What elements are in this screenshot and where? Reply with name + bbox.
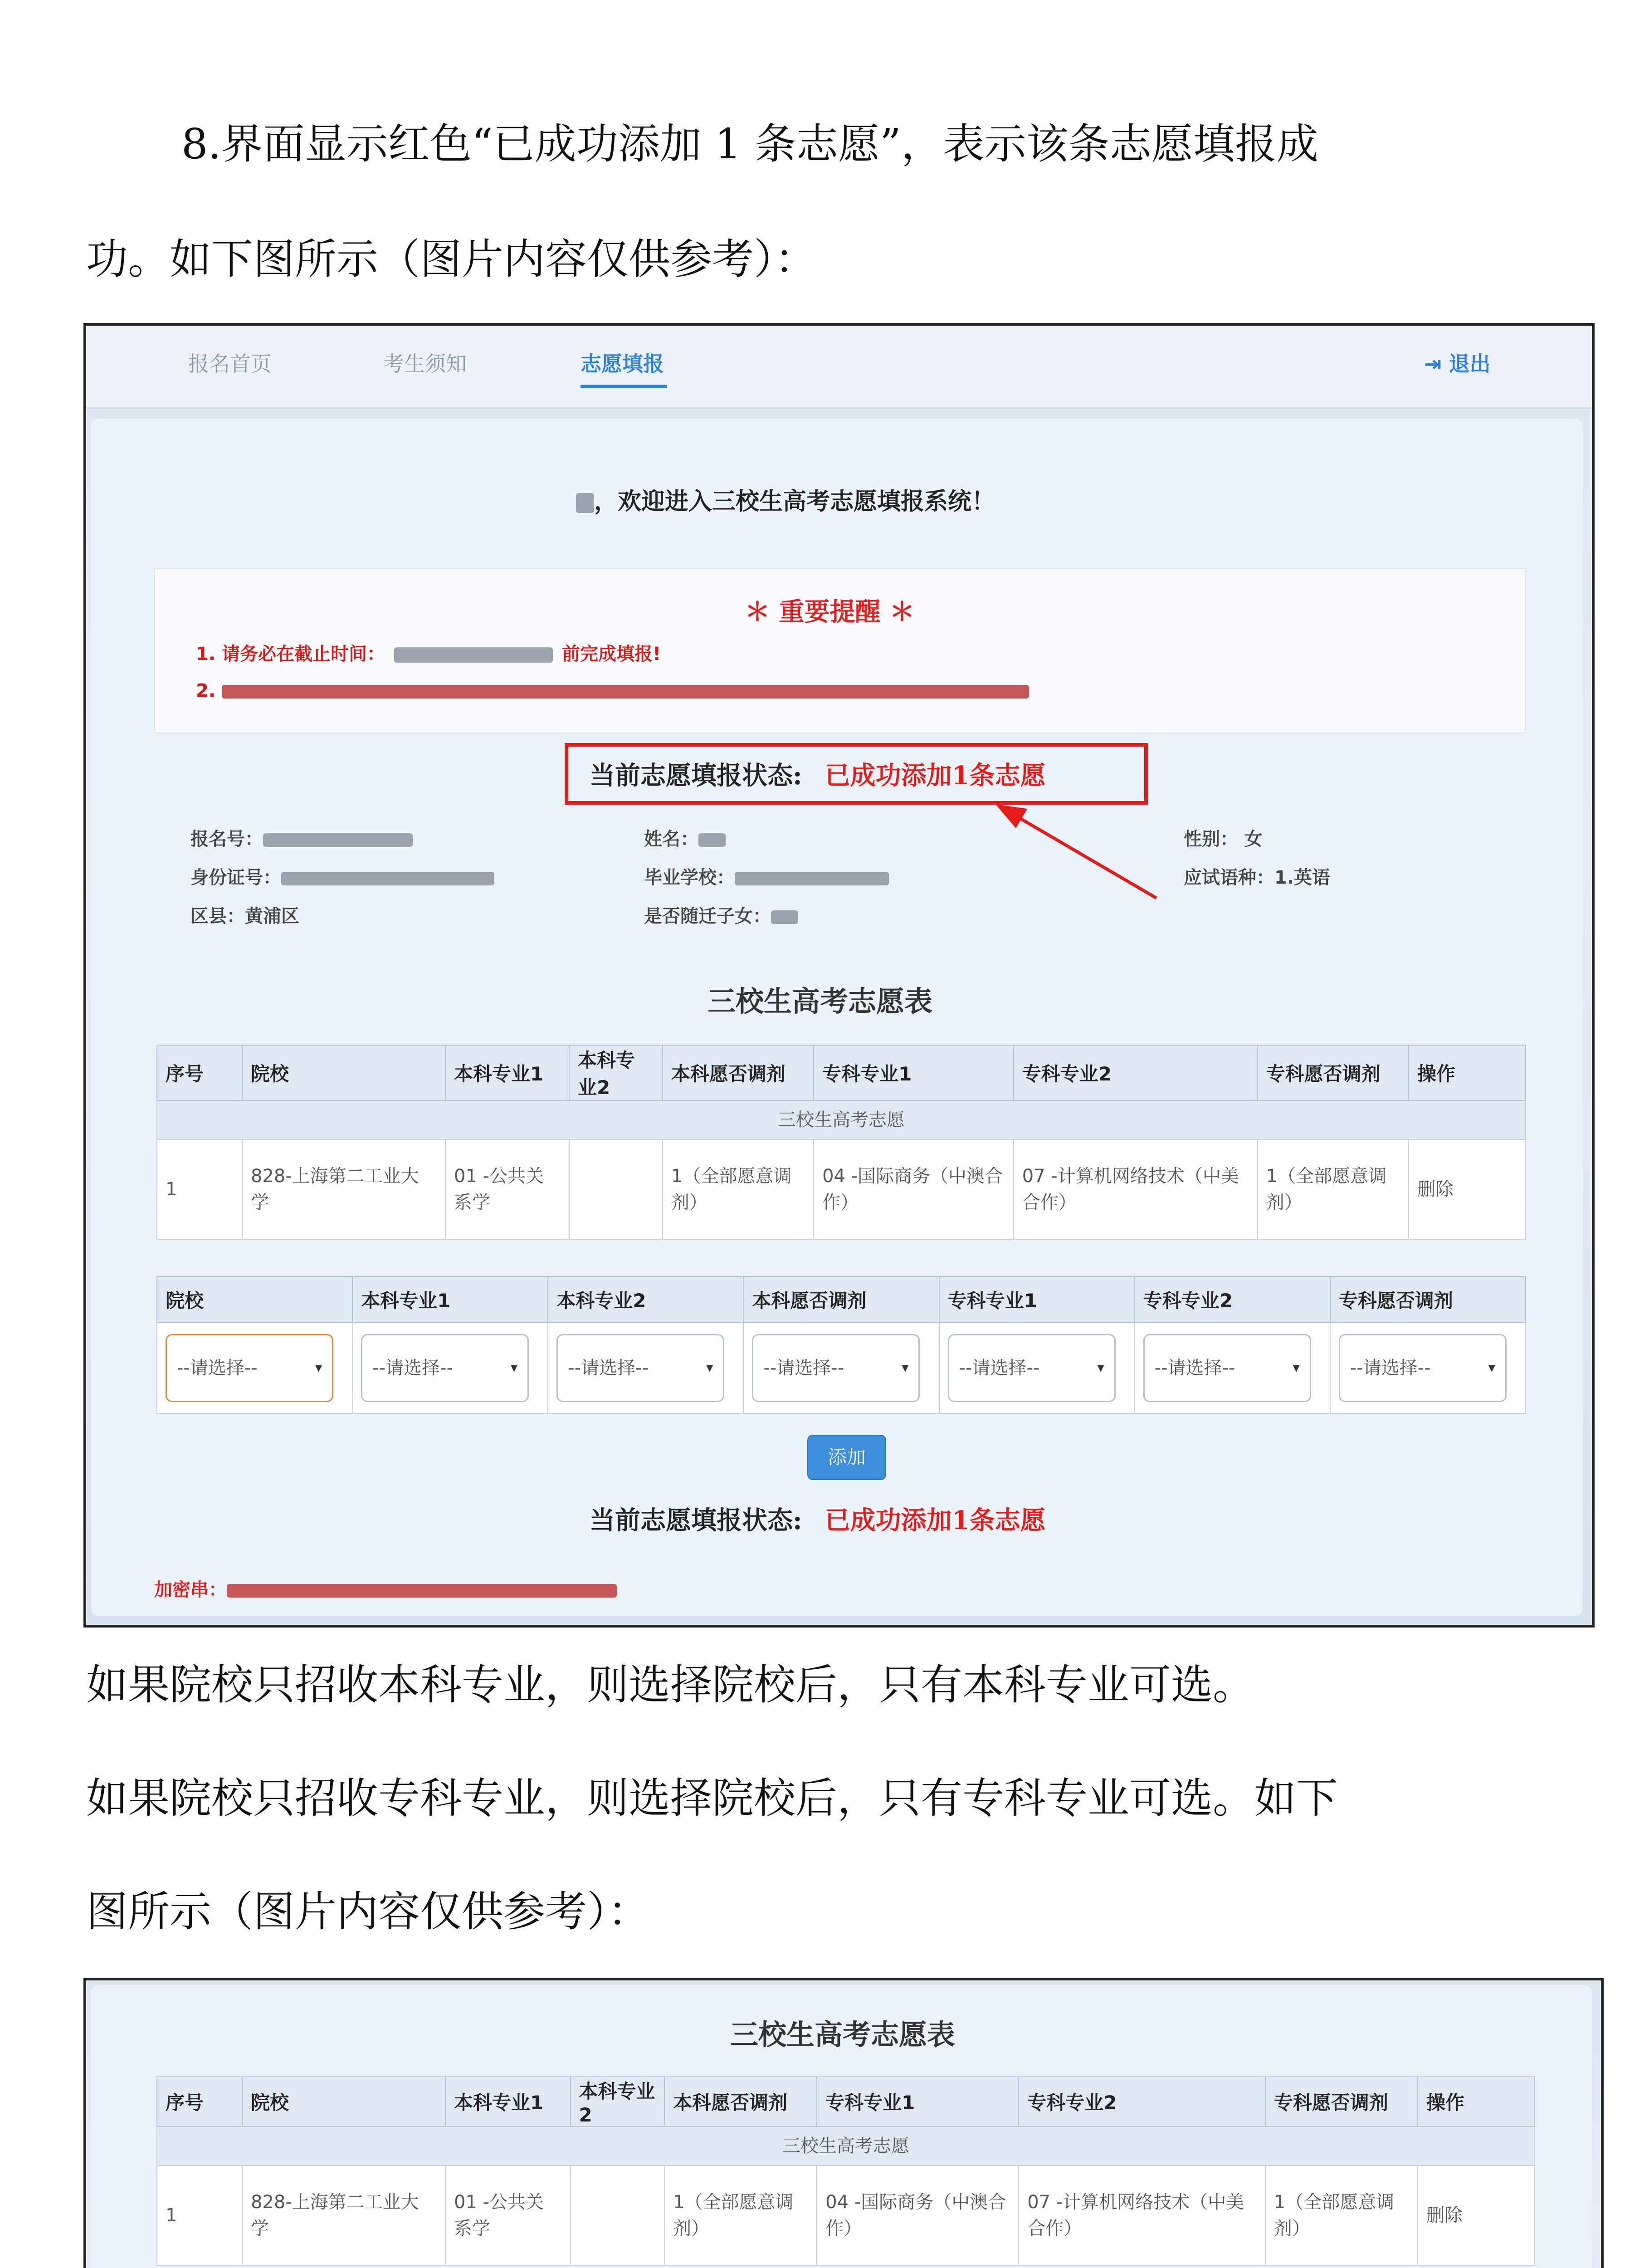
col-header: 本科专业1: [445, 2076, 571, 2126]
form-header: 院校: [157, 1276, 352, 1323]
screenshot-1: [83, 323, 1595, 1628]
table-title: 三校生高考志愿表: [707, 985, 933, 1018]
cell-zk-adjust: 1（全部愿意调剂）: [1265, 2165, 1418, 2265]
col-header: 专科专业2: [1019, 2076, 1265, 2126]
col-header: 操作: [1418, 2076, 1535, 2126]
add-button[interactable]: 添加: [807, 1435, 886, 1480]
logout-label: 退出: [1449, 352, 1491, 376]
notice-line-1: 1. 请务必在截止时间： 前完成填报!: [196, 644, 661, 665]
status-value: 已成功添加1条志愿: [824, 761, 1046, 791]
col-header: 专科专业2: [1014, 1045, 1258, 1100]
table-group-label: 三校生高考志愿: [157, 1100, 1526, 1139]
zk2-select[interactable]: --请选择-- ▾: [1143, 1334, 1311, 1402]
paragraph-line: 8.界面显示红色“已成功添加 1 条志愿”，表示该条志愿填报成: [181, 120, 1318, 168]
status-label: 当前志愿填报状态:: [590, 761, 802, 791]
status-value: 已成功添加1条志愿: [824, 1505, 1046, 1535]
form-header: 专科愿否调剂: [1330, 1276, 1526, 1323]
col-header: 本科愿否调剂: [664, 2076, 817, 2126]
table-group-label: 三校生高考志愿: [157, 2126, 1535, 2165]
cell-bk-adjust: 1（全部愿意调剂）: [664, 2165, 817, 2265]
chevron-down-icon: ▾: [511, 1360, 518, 1376]
cell-zk2: 07 -计算机网络技术（中美合作）: [1019, 2165, 1265, 2265]
logout-icon: ⇥: [1424, 352, 1449, 376]
cell-zk1: 04 -国际商务（中澳合作）: [814, 1139, 1014, 1239]
bk2-select[interactable]: --请选择-- ▾: [556, 1334, 724, 1402]
col-header: 本科专业2: [571, 2076, 665, 2126]
cell-bk-adjust: 1（全部愿意调剂）: [663, 1139, 814, 1239]
col-header: 专科专业1: [817, 2076, 1019, 2126]
notice-line-2: 2.: [196, 680, 1029, 701]
paragraph-line: 如果院校只招收专科专业，则选择院校后，只有专科专业可选。如下: [86, 1774, 1338, 1823]
gender-field: 性别： 女: [1184, 829, 1263, 850]
cell-zk-adjust: 1（全部愿意调剂）: [1258, 1139, 1409, 1239]
col-header: 操作: [1409, 1045, 1526, 1100]
cell-zk1: 04 -国际商务（中澳合作）: [817, 2165, 1019, 2265]
delete-link[interactable]: 删除: [1418, 2165, 1535, 2265]
id-no-field: 身份证号：: [190, 863, 494, 889]
screenshot-2: [83, 1978, 1604, 2268]
col-header: 专科愿否调剂: [1265, 2076, 1418, 2126]
nav-item-home[interactable]: 报名首页: [188, 352, 272, 376]
status-label: 当前志愿填报状态:: [590, 1505, 802, 1535]
name-field: 姓名：: [644, 825, 726, 850]
chevron-down-icon: ▾: [315, 1360, 322, 1376]
col-header: 院校: [242, 2076, 445, 2126]
notice-title: ＊ 重要提醒 ＊: [745, 597, 915, 627]
reg-no-field: 报名号：: [190, 825, 413, 850]
cell-zk2: 07 -计算机网络技术（中美合作）: [1014, 1139, 1258, 1239]
col-header: 本科专业1: [445, 1045, 569, 1100]
cell-seq: 1: [157, 1139, 242, 1239]
nav-item-volunteer[interactable]: 志愿填报: [581, 352, 664, 376]
cell-bk1: 01 -公共关系学: [445, 2165, 571, 2265]
chevron-down-icon: ▾: [1488, 1360, 1495, 1376]
chevron-down-icon: ▾: [706, 1360, 713, 1376]
cell-college: 828-上海第二工业大学: [242, 1139, 445, 1239]
district-field: 区县：黄浦区: [190, 906, 299, 927]
zk1-select[interactable]: --请选择-- ▾: [948, 1334, 1116, 1402]
col-header: 专科专业1: [814, 1045, 1014, 1100]
language-field: 应试语种：1.英语: [1184, 867, 1331, 888]
bk-adjust-select[interactable]: --请选择-- ▾: [752, 1334, 920, 1402]
cell-seq: 1: [157, 2165, 242, 2265]
annotation-arrow: [86, 326, 1592, 1625]
annotation-arrow: [86, 1980, 1601, 2268]
encrypt-string: 加密串：: [154, 1575, 617, 1601]
delete-link[interactable]: 删除: [1409, 1139, 1526, 1239]
chevron-down-icon: ▾: [1097, 1360, 1104, 1376]
chevron-down-icon: ▾: [902, 1360, 909, 1376]
col-header: 专科愿否调剂: [1258, 1045, 1409, 1100]
col-header: 本科专业2: [569, 1045, 663, 1100]
chevron-down-icon: ▾: [1293, 1360, 1300, 1376]
paragraph-line: 如果院校只招收本科专业，则选择院校后，只有本科专业可选。: [86, 1661, 1255, 1709]
col-header: 序号: [157, 2076, 242, 2126]
form-header: 专科专业1: [939, 1276, 1135, 1323]
paragraph-line: 功。如下图所示（图片内容仅供参考）：: [86, 235, 817, 284]
school-field: 毕业学校：: [644, 863, 889, 889]
table-title: 三校生高考志愿表: [730, 2018, 956, 2051]
col-header: 院校: [242, 1045, 445, 1100]
form-header: 本科专业2: [548, 1276, 743, 1323]
zk-adjust-select[interactable]: --请选择-- ▾: [1339, 1334, 1507, 1402]
paragraph-line: 图所示（图片内容仅供参考）：: [86, 1887, 650, 1936]
bk1-select[interactable]: --请选择-- ▾: [361, 1334, 529, 1402]
college-select[interactable]: --请选择-- ▾: [166, 1334, 333, 1402]
col-header: 本科愿否调剂: [663, 1045, 814, 1100]
nav-item-notice[interactable]: 考生须知: [383, 352, 467, 376]
form-header: 本科愿否调剂: [743, 1276, 939, 1323]
migrant-field: 是否随迁子女：: [644, 902, 798, 928]
col-header: 序号: [157, 1045, 242, 1100]
form-header: 本科专业1: [352, 1276, 548, 1323]
cell-college: 828-上海第二工业大学: [242, 2165, 445, 2265]
welcome-text: ，欢迎进入三校生高考志愿填报系统！: [576, 482, 995, 516]
form-header: 专科专业2: [1135, 1276, 1330, 1323]
cell-bk1: 01 -公共关系学: [445, 1139, 569, 1239]
